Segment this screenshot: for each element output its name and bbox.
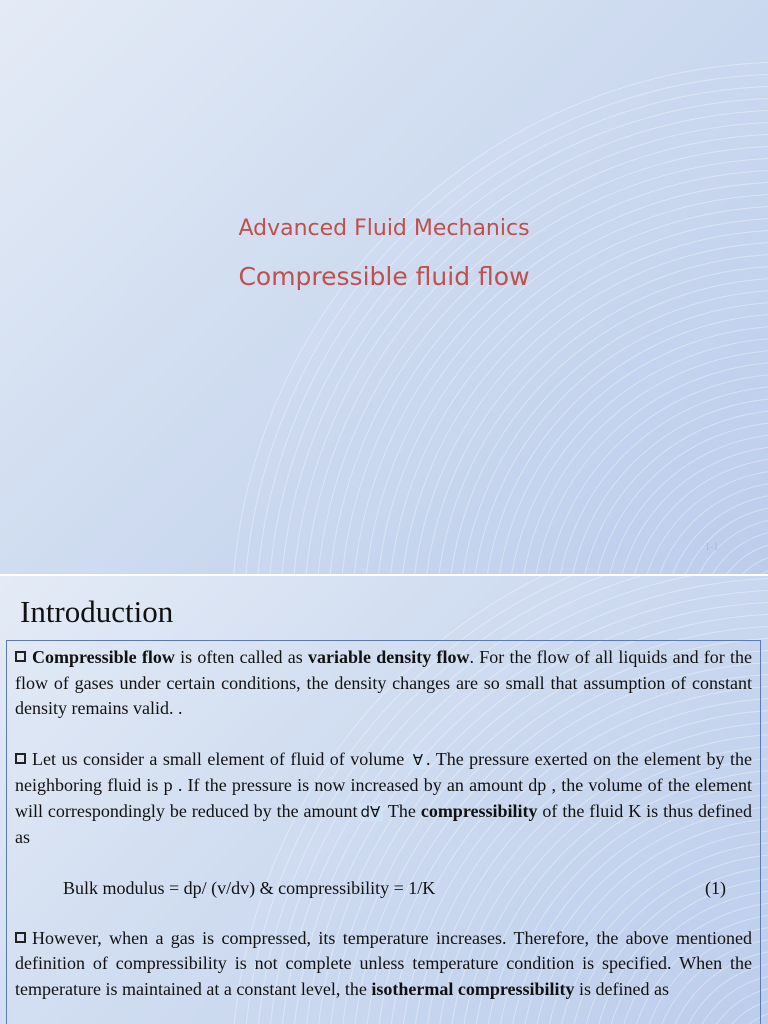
background-arc bbox=[472, 302, 768, 574]
term-compressibility: compressibility bbox=[420, 800, 538, 821]
content-box bbox=[6, 640, 761, 1024]
background-arc bbox=[628, 458, 768, 574]
paragraph-compressible-flow bbox=[15, 645, 752, 722]
checkbox-bullet-icon bbox=[15, 753, 26, 764]
slide-number: 1-1 bbox=[705, 542, 719, 553]
slide-heading: Introduction bbox=[20, 594, 174, 629]
text: However, when a gas is compressed, its temperature increases. Therefore, the above mentioned definition of compressibility is not complete unless temperature condition is specified. When the temperature is maintained at a constant level, the bbox=[15, 927, 752, 999]
text: . For the flow of all liquids and for the flow of gases under certain conditions, the density changes are so small that assumption of constant density remains valid. . bbox=[15, 647, 753, 718]
text: . The pressure exerted on the element by the neighboring fluid is p . If the pressure is now increased by an amount dp , the volume of the element will correspondingly be reduced by the amount bbox=[15, 748, 752, 821]
paragraph-isothermal bbox=[15, 926, 752, 1003]
background-arc bbox=[604, 434, 768, 574]
background-arc bbox=[484, 314, 768, 574]
term-compressible-flow: Compressible flow bbox=[32, 647, 175, 667]
introduction-slide bbox=[0, 576, 768, 1024]
background-arc bbox=[316, 146, 768, 574]
background-arc bbox=[232, 62, 768, 574]
term-variable-density-flow: variable density flow bbox=[308, 647, 470, 667]
volume-symbol: ∀ bbox=[410, 751, 426, 769]
background-arc bbox=[616, 446, 768, 574]
background-arc bbox=[292, 122, 768, 574]
background-arc bbox=[664, 494, 768, 574]
background-arc bbox=[244, 74, 768, 574]
background-arc bbox=[676, 506, 768, 574]
term-isothermal-compressibility: isothermal compressibility bbox=[371, 978, 575, 999]
background-arc bbox=[652, 482, 768, 574]
presentation-title: Advanced Fluid Mechanics bbox=[238, 216, 530, 241]
background-arc bbox=[424, 254, 768, 574]
equation-1 bbox=[63, 876, 752, 902]
text: Let us consider a small element of fluid of volume bbox=[32, 748, 410, 769]
background-arc bbox=[496, 326, 768, 574]
text: The bbox=[383, 800, 421, 821]
equation-text: Bulk modulus = dp/ (v/dv) & compressibility = 1/K bbox=[63, 877, 436, 898]
text: of the fluid K is thus defined as bbox=[15, 800, 752, 847]
text: is defined as bbox=[574, 978, 670, 999]
background-arc bbox=[712, 542, 768, 574]
presentation-subtitle: Compressible fluid flow bbox=[238, 262, 530, 291]
text: is often called as bbox=[174, 647, 309, 667]
background-arc bbox=[688, 518, 768, 574]
background-arc bbox=[640, 470, 768, 574]
checkbox-bullet-icon bbox=[15, 932, 26, 943]
checkbox-bullet-icon bbox=[15, 651, 26, 662]
delta-volume-symbol: d∀ bbox=[358, 803, 384, 821]
paragraph-volume-element bbox=[15, 747, 752, 851]
background-arc bbox=[304, 134, 768, 574]
equation-number: (1) bbox=[705, 877, 726, 898]
background-arc bbox=[724, 554, 768, 574]
background-arc bbox=[736, 566, 768, 574]
background-arc bbox=[592, 422, 768, 574]
